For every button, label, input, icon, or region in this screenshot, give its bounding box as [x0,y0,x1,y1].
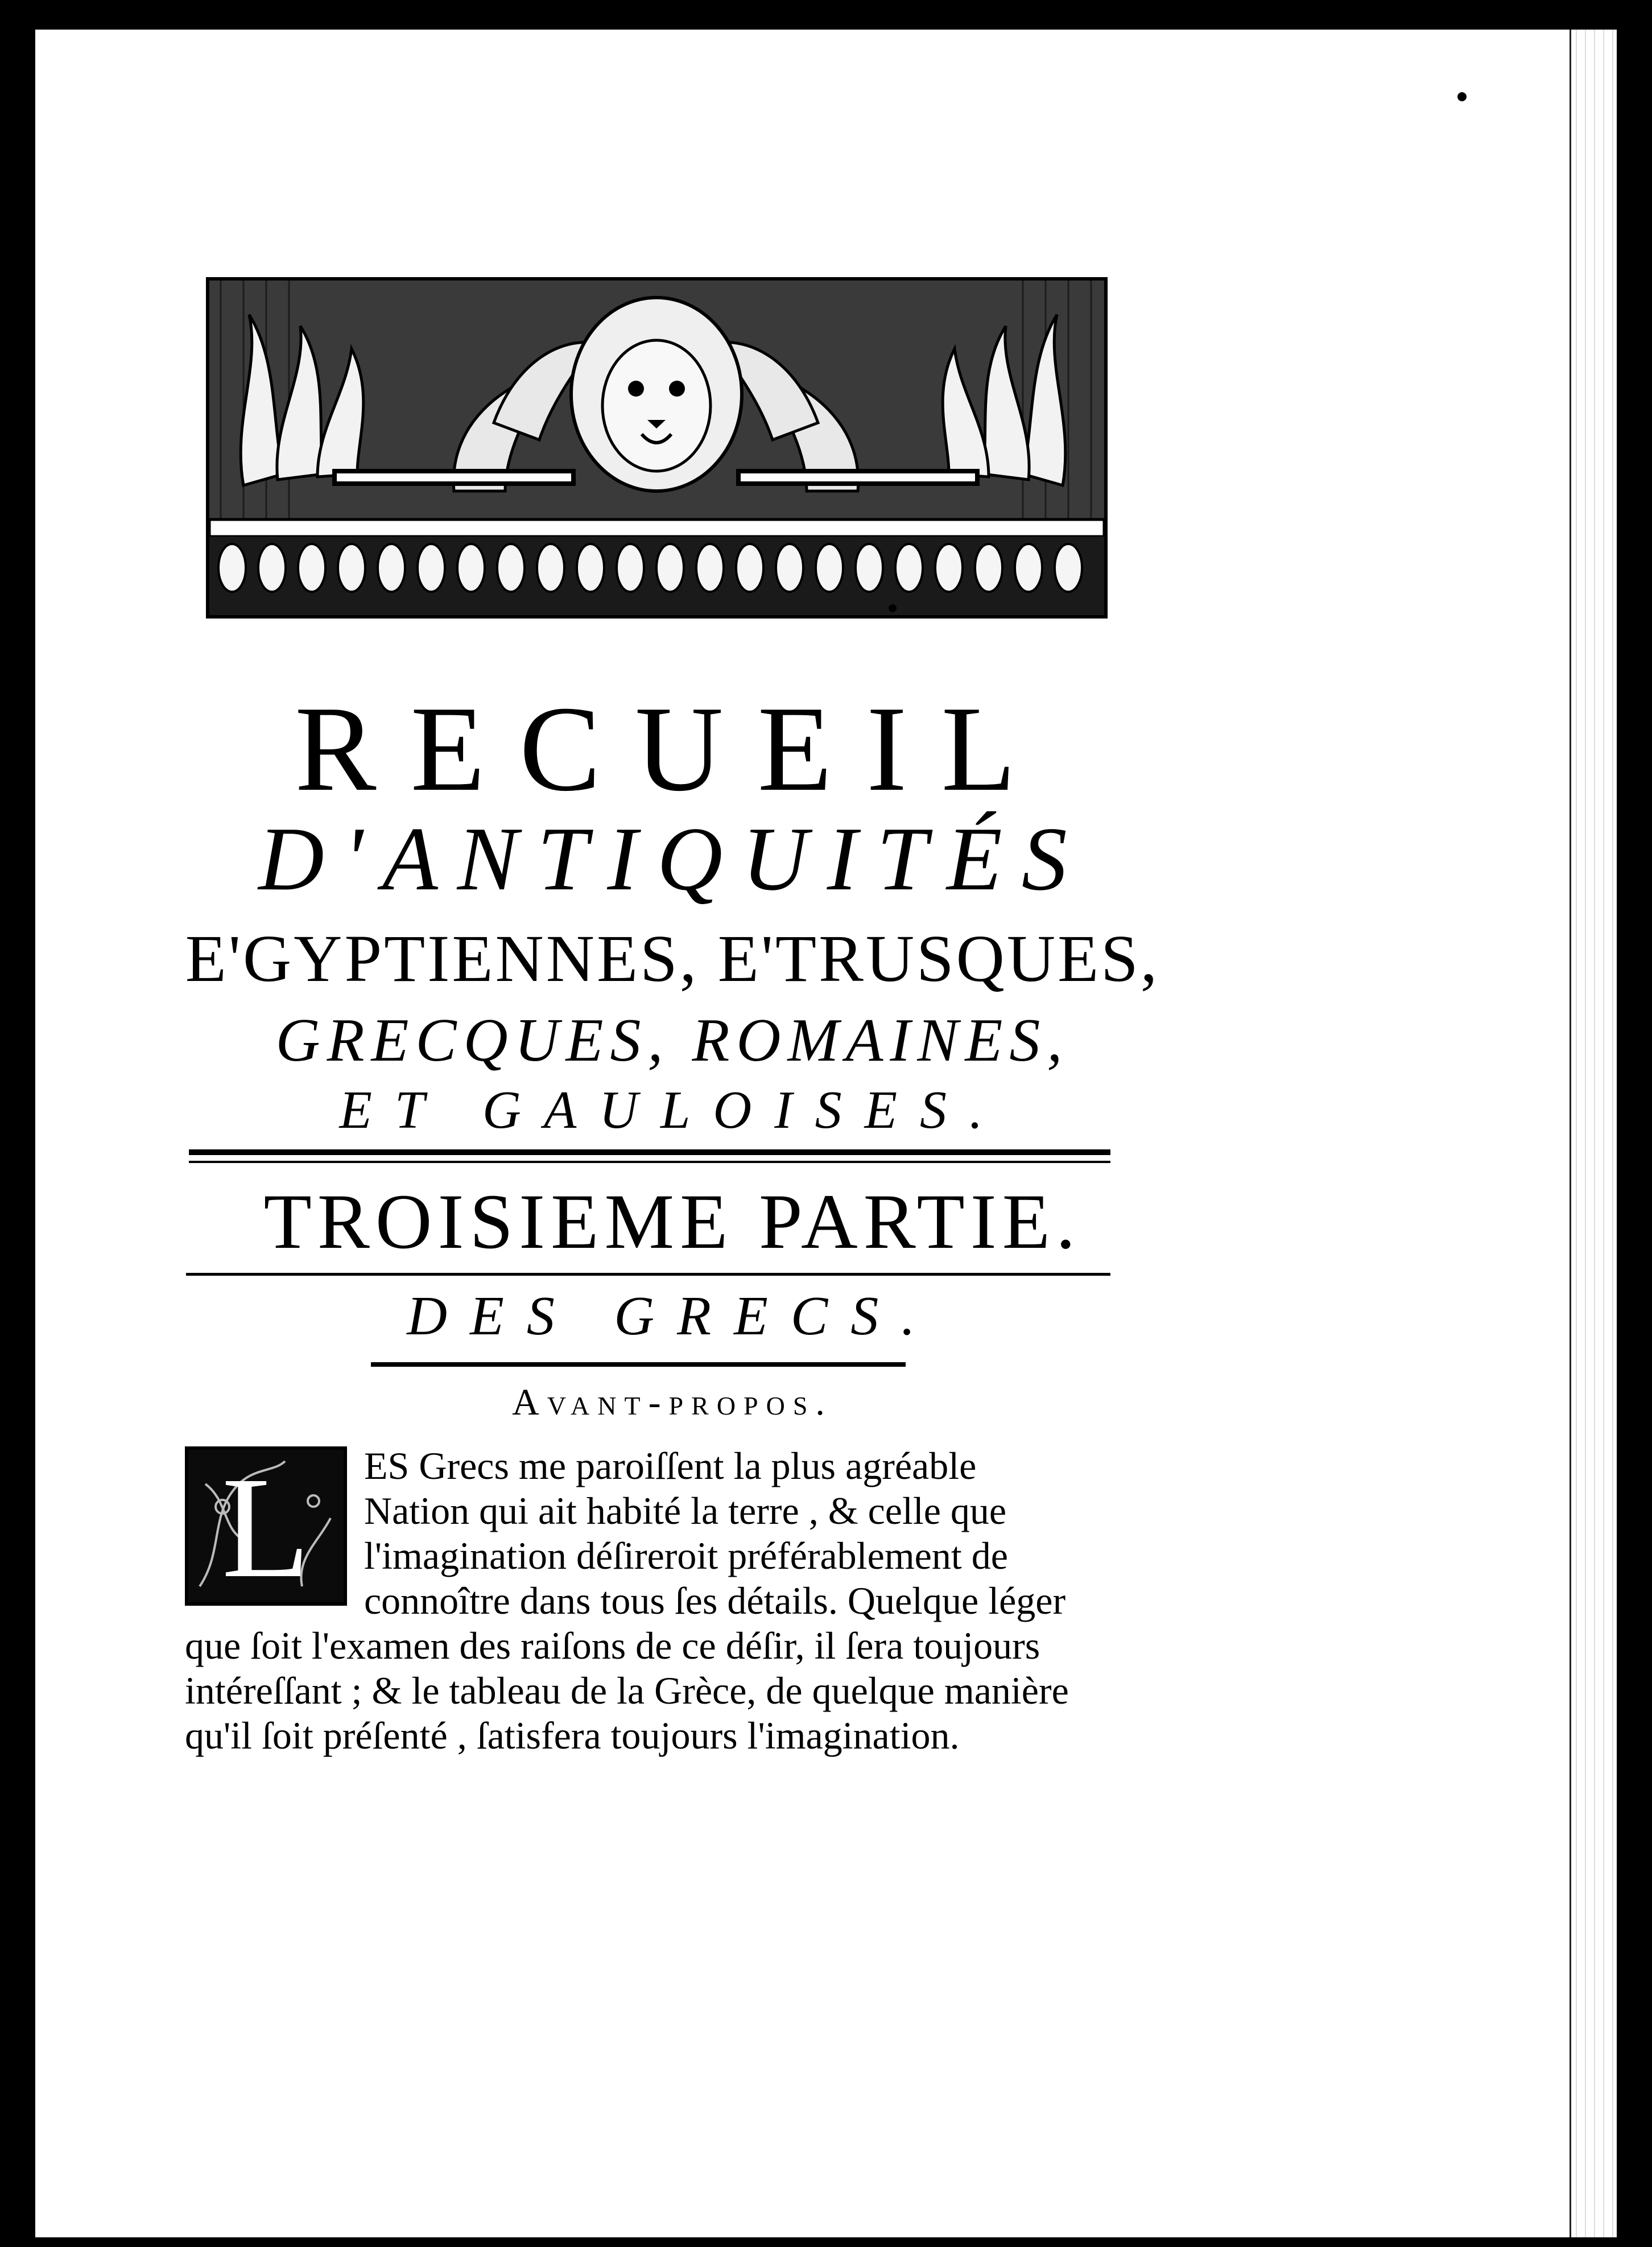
foreword-heading: Avant-propos. [512,1382,833,1423]
ink-speck [1457,92,1467,101]
part-heading: TROISIEME PARTIE. [263,1178,1081,1265]
text-line: intéreſſant ; & le tableau de la Grèce, de quelque manière [185,1669,1069,1712]
double-rule-bottom [189,1161,1110,1163]
subtitle-egyptiennes: E'GYPTIENNES, E'TRUSQUES, [185,921,1160,996]
text-line: que ſoit l'examen des raiſons de ce déſir, il ſera toujours [185,1624,1040,1667]
subtitle-grecques: GRECQUES, ROMAINES, [275,1007,1069,1074]
drop-cap-initial [185,1446,347,1606]
section-rule [371,1362,906,1367]
page-edge [1570,30,1617,2237]
text-line: connoître dans tous ſes détails. Quelque léger [364,1579,1066,1622]
text-line: Nation qui ait habité la terre , & celle que [364,1489,1007,1532]
ink-speck [889,604,897,612]
subtitle-antiquites: D'ANTIQUITÉS [258,808,1087,909]
double-rule-top [189,1149,1110,1155]
text-line: ES Grecs me paroiſſent la plus agréable [364,1444,977,1487]
part-rule [186,1273,1110,1276]
text-line: l'imagination déſireroit préférablement de [364,1534,1008,1577]
book-page [35,30,1617,2237]
lion-mask-frieze-icon [206,277,1108,619]
section-heading: DES GRECS. [407,1285,938,1347]
text-line: qu'il ſoit préſenté , ſatisfera toujours l'imagination. [185,1714,960,1757]
drop-cap-letter: L [221,1448,311,1608]
subtitle-gauloises: ET GAULOISES. [339,1081,1006,1140]
page-title: RECUEIL [295,681,1050,817]
